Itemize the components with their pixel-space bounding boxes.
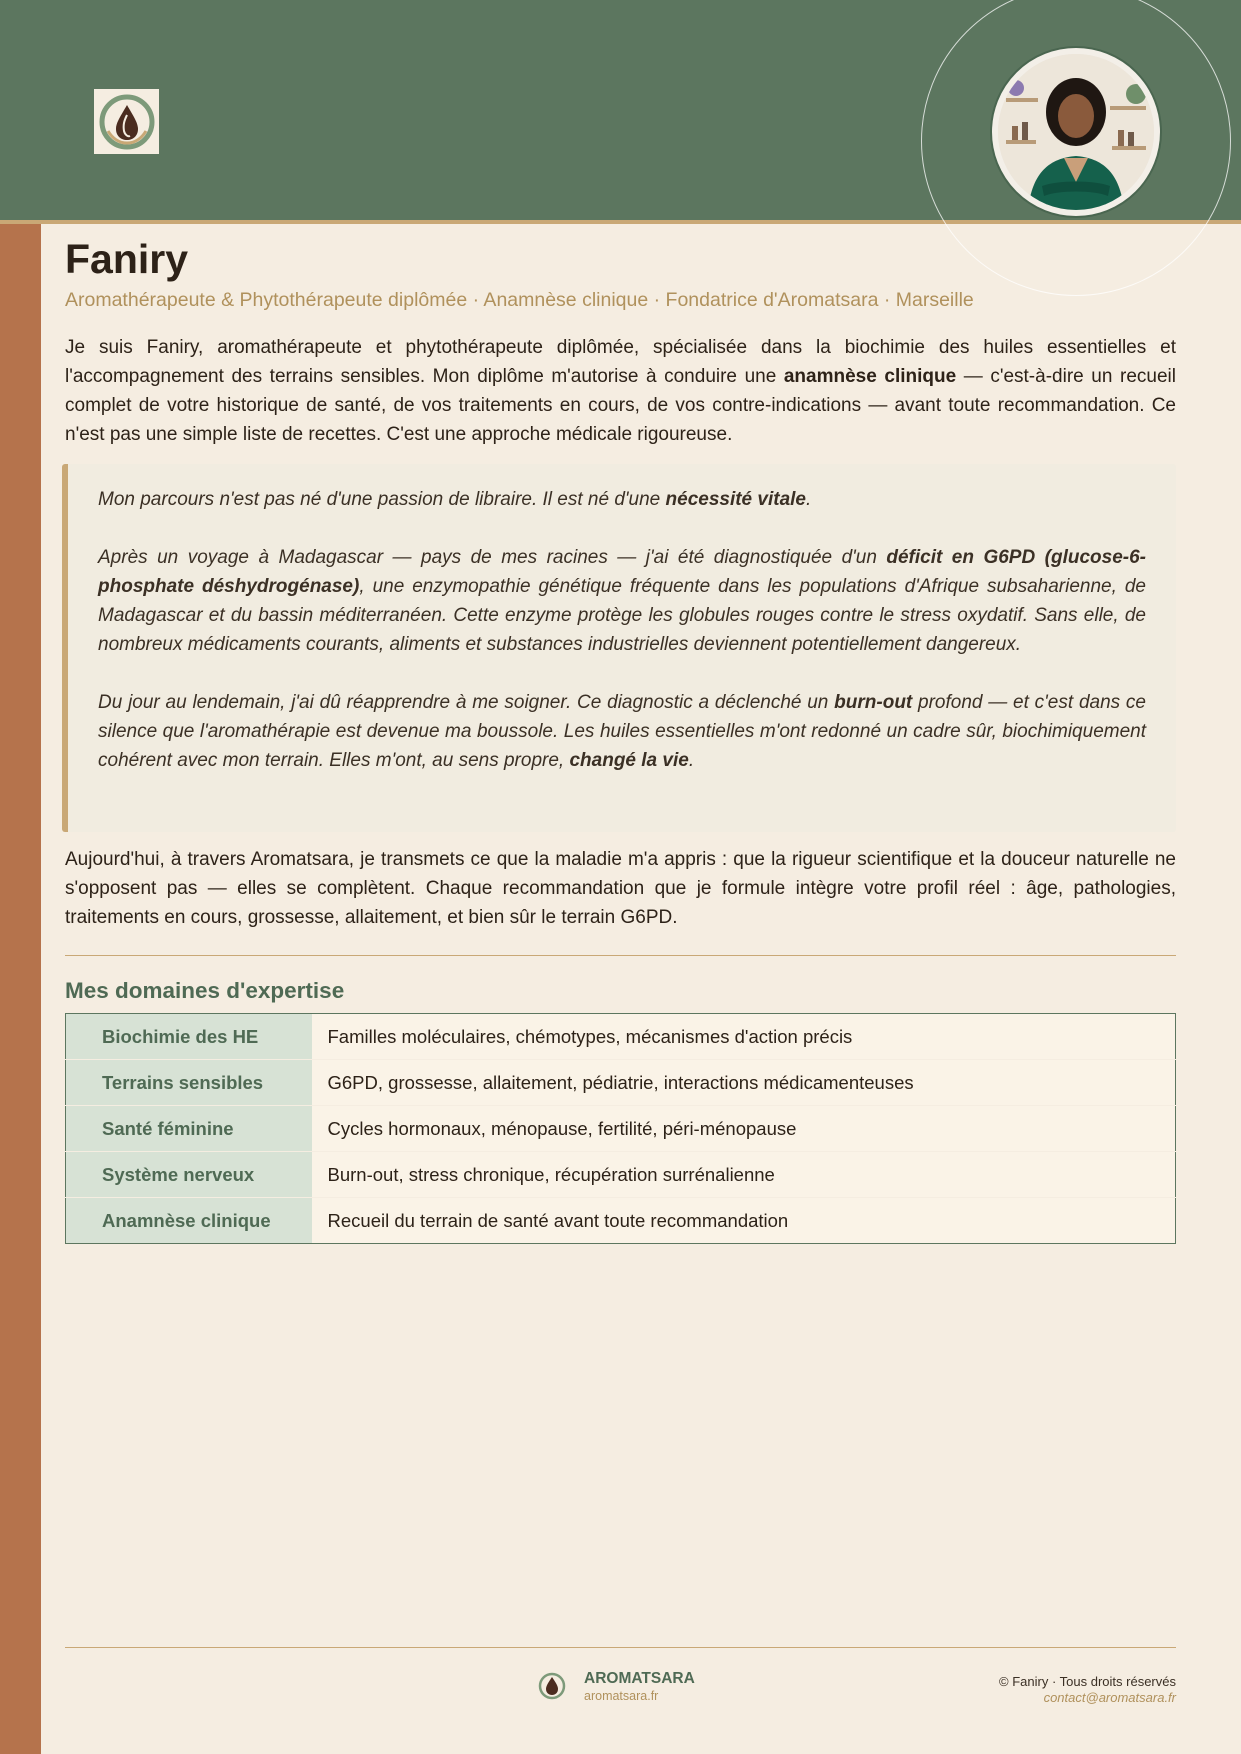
story-paragraph-3: Du jour au lendemain, j'ai dû réapprendre à me soigner. Ce diagnostic a déclenché un burn-out profond — et c'est dans ce silence que l'aromathérapie est devenue ma boussole. Les huiles essentielles m'ont redonné un cadre sûr, biochimiquement cohérent avec mon terrain. Elles m'ont, au sens propre, changé la vie. [98, 692, 1146, 771]
table-row [66, 1014, 1176, 1060]
expertise-domain: Terrains sensibles [66, 1060, 312, 1106]
side-accent-strip [0, 224, 41, 1754]
expertise-detail: Familles moléculaires, chémotypes, mécanismes d'action précis [312, 1014, 1176, 1060]
page-header [0, 0, 1241, 224]
footer-brand: AROMATSARA [584, 1670, 695, 1687]
story-paragraph-1: Mon parcours n'est pas né d'une passion de libraire. Il est né d'une nécessité vitale. [98, 489, 812, 510]
expertise-domain: Biochimie des HE [66, 1014, 312, 1060]
footer-url-link[interactable]: aromatsara.fr [584, 1689, 659, 1703]
expertise-domain: Anamnèse clinique [66, 1198, 312, 1244]
portrait-frame [990, 46, 1162, 218]
outro-paragraph: Aujourd'hui, à travers Aromatsara, je transmets ce que la maladie m'a appris : que la rigueur scientifique et la douceur naturelle ne s'opposent pas — elles se complètent. Chaque recommandation que je formule intègre votre profil réel : âge, pathologies, traitements en cours, grossesse, allaitement, et bien sûr le terrain G6PD. [65, 849, 1176, 928]
table-row [66, 1060, 1176, 1106]
story-paragraph-2: Après un voyage à Madagascar — pays de mes racines — j'ai été diagnostiquée d'un déficit en G6PD (glucose-6-phosphate déshydrogénase), une enzymopathie génétique fréquente dans les populations d'Afrique subsaharienne, de Madagascar et du bassin méditerranéen. Cette enzyme protège les globules rouges contre le stress oxydatif. Sans elle, de nombreux médicaments courants, aliments et substances industrielles deviennent potentiellement dangereux. [98, 547, 1147, 655]
story-quote-block [62, 464, 1176, 832]
profile-name: Faniry [65, 236, 189, 282]
expertise-title: Mes domaines d'expertise [65, 978, 345, 1003]
expertise-detail: Cycles hormonaux, ménopause, fertilité, péri-ménopause [312, 1106, 1176, 1152]
table-row [66, 1106, 1176, 1152]
expertise-detail: Burn-out, stress chronique, récupération surrénalienne [312, 1152, 1176, 1198]
table-row [66, 1198, 1176, 1244]
expertise-domain: Système nerveux [66, 1152, 312, 1198]
expertise-detail: Recueil du terrain de santé avant toute recommandation [312, 1198, 1176, 1244]
section-divider [65, 955, 1176, 956]
footer-email-link[interactable]: contact@aromatsara.fr [1043, 1690, 1176, 1705]
footer-divider [65, 1647, 1176, 1648]
expertise-detail: G6PD, grossesse, allaitement, pédiatrie, interactions médicamenteuses [312, 1060, 1176, 1106]
intro-paragraph: Je suis Faniry, aromathérapeute et phytothérapeute diplômée, spécialisée dans la biochimie des huiles essentielles et l'accompagnement des terrains sensibles. Mon diplôme m'autorise à conduire une anamnèse clinique — c'est-à-dire un recueil complet de votre historique de santé, de vos traitements en cours, de vos contre-indications — avant toute recommandation. Ce n'est pas une simple liste de recettes. C'est une approche médicale rigoureuse. [65, 337, 1176, 445]
portrait-photo-icon [998, 54, 1154, 210]
table-row [66, 1152, 1176, 1198]
aromatsara-logo-icon[interactable] [94, 89, 159, 154]
profile-tagline: Aromathérapeute & Phytothérapeute diplômée · Anamnèse clinique · Fondatrice d'Aromatsara · Marseille [65, 289, 974, 311]
footer-logo-icon[interactable] [538, 1672, 566, 1700]
expertise-domain: Santé féminine [66, 1106, 312, 1152]
expertise-table [65, 1013, 1176, 1244]
footer-copyright: © Faniry · Tous droits réservés [999, 1674, 1176, 1689]
